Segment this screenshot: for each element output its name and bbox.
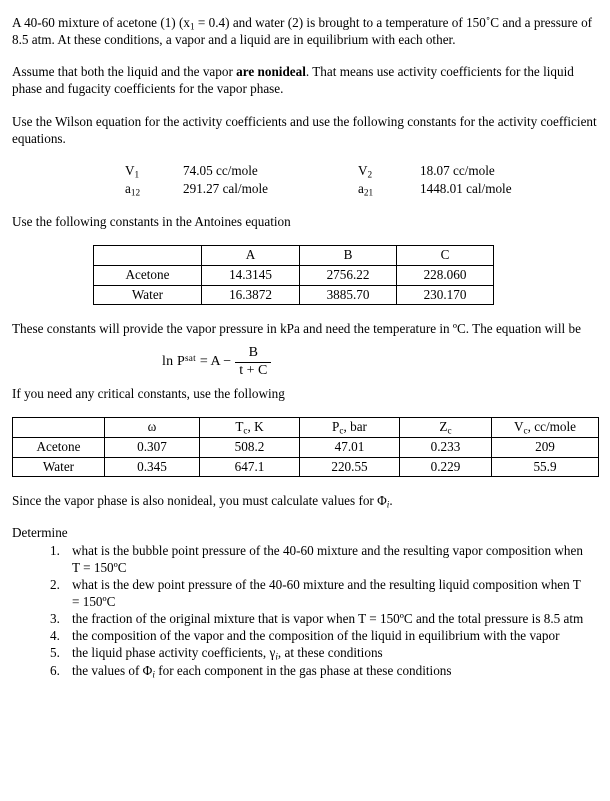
critical-row-label-water: Water: [13, 457, 105, 477]
wilson-value-v2: 18.07 cc/mole: [420, 162, 495, 178]
antoine-equation-lhs: [162, 353, 196, 371]
critical-header-tc-suffix: , K: [247, 419, 264, 435]
paragraph-problem-statement: [12, 14, 598, 48]
antoine-equation-fraction: [235, 346, 271, 378]
list-item: [12, 644, 598, 661]
phi-subscript: i: [386, 499, 390, 510]
list-item-5-subscript: i: [275, 651, 278, 662]
critical-header-zc-sub: c: [447, 425, 452, 436]
antoine-acetone-a: 14.3145: [202, 265, 300, 285]
paragraph-1-text-a: A 40-60 mixture of acetone (1) (x: [12, 15, 190, 30]
wilson-v1-base: V: [125, 162, 135, 178]
wilson-a12-base: a: [125, 181, 131, 197]
wilson-constants-grid: [125, 162, 595, 198]
antoine-water-a: 16.3872: [202, 285, 300, 305]
wilson-symbol-a21: [358, 180, 420, 198]
antoine-fraction-numerator: B: [248, 345, 258, 361]
critical-header-omega-base: ω: [147, 419, 157, 435]
critical-header-zc: [400, 418, 492, 438]
document-body-lower: [12, 305, 598, 417]
wilson-a12-subscript: 12: [130, 187, 141, 198]
wilson-v1-subscript: 1: [134, 169, 140, 180]
list-item: [12, 542, 598, 576]
critical-header-vc-suffix: , cc/mole: [527, 419, 576, 435]
antoine-row-label-water: Water: [94, 285, 202, 305]
critical-header-vc: [492, 418, 599, 438]
antoine-water-b: 3885.70: [300, 285, 397, 305]
critical-header-vc-sub: c: [523, 425, 528, 436]
list-item: [12, 576, 598, 610]
paragraph-units-note: These constants will provide the vapor pressure in kPa and need the temperature in ºC. The equation will be: [12, 321, 581, 337]
antoine-ln-p: ln P: [162, 354, 185, 370]
determine-heading: Determine: [12, 525, 68, 541]
critical-water-tc: 647.1: [200, 457, 300, 477]
paragraph-1-text-b: = 0.4) and water (2) is brought to a temperature of 150˚C and a pressure of 8.5 atm. At these conditions, a vapor and a liquid are in equilibrium with each other.: [12, 15, 593, 48]
wilson-symbol-v1: [125, 162, 183, 180]
critical-water-vc: 55.9: [492, 457, 599, 477]
antoine-row-label-acetone: Acetone: [94, 265, 202, 285]
critical-header-tc: [200, 418, 300, 438]
critical-header-pc-suffix: , bar: [343, 419, 367, 435]
antoine-header-a: A: [202, 246, 300, 266]
wilson-symbol-a12: [125, 180, 183, 198]
table-row: [13, 457, 599, 477]
wilson-v2-subscript: 2: [367, 169, 373, 180]
critical-acetone-vc: 209: [492, 438, 599, 458]
antoine-equation-display: [12, 341, 598, 383]
list-item-2-text-a: what is the dew point pressure of the 40-60 mixture and the resulting liquid composition when T = 150ºC: [72, 576, 581, 609]
list-item-4-text-a: the composition of the vapor and the composition of the liquid in equilibrium with the vapor: [72, 628, 560, 644]
wilson-value-a21: 1448.01 cal/mole: [420, 181, 512, 197]
paragraph-nonideal-assumption: [12, 63, 598, 97]
antoine-acetone-b: 2756.22: [300, 265, 397, 285]
critical-header-omega: [105, 418, 200, 438]
critical-header-tc-sub: c: [243, 425, 248, 436]
antoine-header-c: C: [397, 246, 494, 266]
critical-constants-table: [12, 417, 599, 477]
paragraph-wilson-instruction: Use the Wilson equation for the activity coefficients and use the following constants for the activity coefficient equations.: [12, 113, 597, 146]
list-item: [12, 662, 598, 679]
document-body-tail: [12, 477, 598, 679]
antoine-header-b: B: [300, 246, 397, 266]
list-item-5-text-a: the liquid phase activity coefficients, γ: [72, 645, 276, 661]
critical-header-tc-base: T: [235, 419, 244, 435]
critical-row-label-acetone: Acetone: [13, 438, 105, 458]
antoine-header-blank: [94, 246, 202, 266]
critical-header-zc-base: Z: [439, 419, 448, 435]
wilson-row-volumes: [125, 162, 595, 180]
list-item: [12, 627, 598, 644]
list-item-6-text-a: the values of Φ: [72, 662, 153, 678]
table-row: [94, 285, 494, 305]
critical-acetone-tc: 508.2: [200, 438, 300, 458]
wilson-a21-subscript: 21: [363, 187, 374, 198]
antoine-header-row: [94, 246, 494, 266]
critical-header-pc-base: P: [332, 419, 340, 435]
paragraph-7-after: .: [389, 493, 393, 509]
antoine-equation-inline: [162, 346, 271, 378]
critical-acetone-omega: 0.307: [105, 438, 200, 458]
wilson-row-energies: [125, 180, 595, 198]
critical-header-blank: [13, 418, 105, 438]
antoine-acetone-c: 228.060: [397, 265, 494, 285]
antoine-water-c: 230.170: [397, 285, 494, 305]
paragraph-phi-note: [12, 492, 598, 509]
critical-header-pc: [300, 418, 400, 438]
critical-header-vc-base: V: [514, 419, 524, 435]
determine-list: [12, 542, 598, 679]
paragraph-antoine-instruction: Use the following constants in the Antoines equation: [12, 214, 291, 230]
critical-acetone-pc: 47.01: [300, 438, 400, 458]
critical-water-omega: 0.345: [105, 457, 200, 477]
critical-water-pc: 220.55: [300, 457, 400, 477]
critical-water-zc: 0.229: [400, 457, 492, 477]
antoine-fraction-denominator: t + C: [239, 362, 268, 378]
critical-header-row: [13, 418, 599, 438]
paragraph-7-before: Since the vapor phase is also nonideal, you must calculate values for Φ: [12, 493, 387, 509]
list-item-6-subscript: i: [152, 668, 155, 679]
paragraph-2-bold-phrase: are nonideal: [236, 64, 306, 80]
antoine-sat-superscript: sat: [184, 353, 196, 364]
wilson-value-v1: 74.05 cc/mole: [183, 162, 258, 178]
critical-header-pc-sub: c: [339, 425, 344, 436]
wilson-symbol-v2: [358, 162, 420, 180]
paragraph-critical-constants-instruction: If you need any critical constants, use the following: [12, 386, 285, 402]
critical-acetone-zc: 0.233: [400, 438, 492, 458]
table-row: [13, 438, 599, 458]
paragraph-2-after-bold: . That means use activity coefficients for the liquid phase and fugacity coefficients for the vapor phase.: [12, 64, 574, 97]
paragraph-2-before-bold: Assume that both the liquid and the vapor: [12, 64, 237, 80]
antoine-equation-equals-a: = A −: [199, 354, 232, 370]
antoine-constants-table: [93, 245, 494, 305]
wilson-value-a12: 291.27 cal/mole: [183, 181, 268, 197]
document-body: [12, 0, 598, 245]
list-item: [12, 610, 598, 627]
table-row: [94, 265, 494, 285]
list-item-3-text-a: the fraction of the original mixture that is vapor when T = 150ºC and the total pressure is 8.5 atm: [72, 611, 584, 627]
list-item-1-text-a: what is the bubble point pressure of the 40-60 mixture and the resulting vapor composition when T = 150ºC: [72, 542, 583, 575]
wilson-a21-base: a: [358, 181, 364, 197]
wilson-v2-base: V: [358, 162, 368, 178]
list-item-6-text-b: for each component in the gas phase at these conditions: [154, 662, 452, 678]
list-item-5-text-b: , at these conditions: [277, 645, 383, 661]
x1-subscript: 1: [189, 21, 195, 32]
